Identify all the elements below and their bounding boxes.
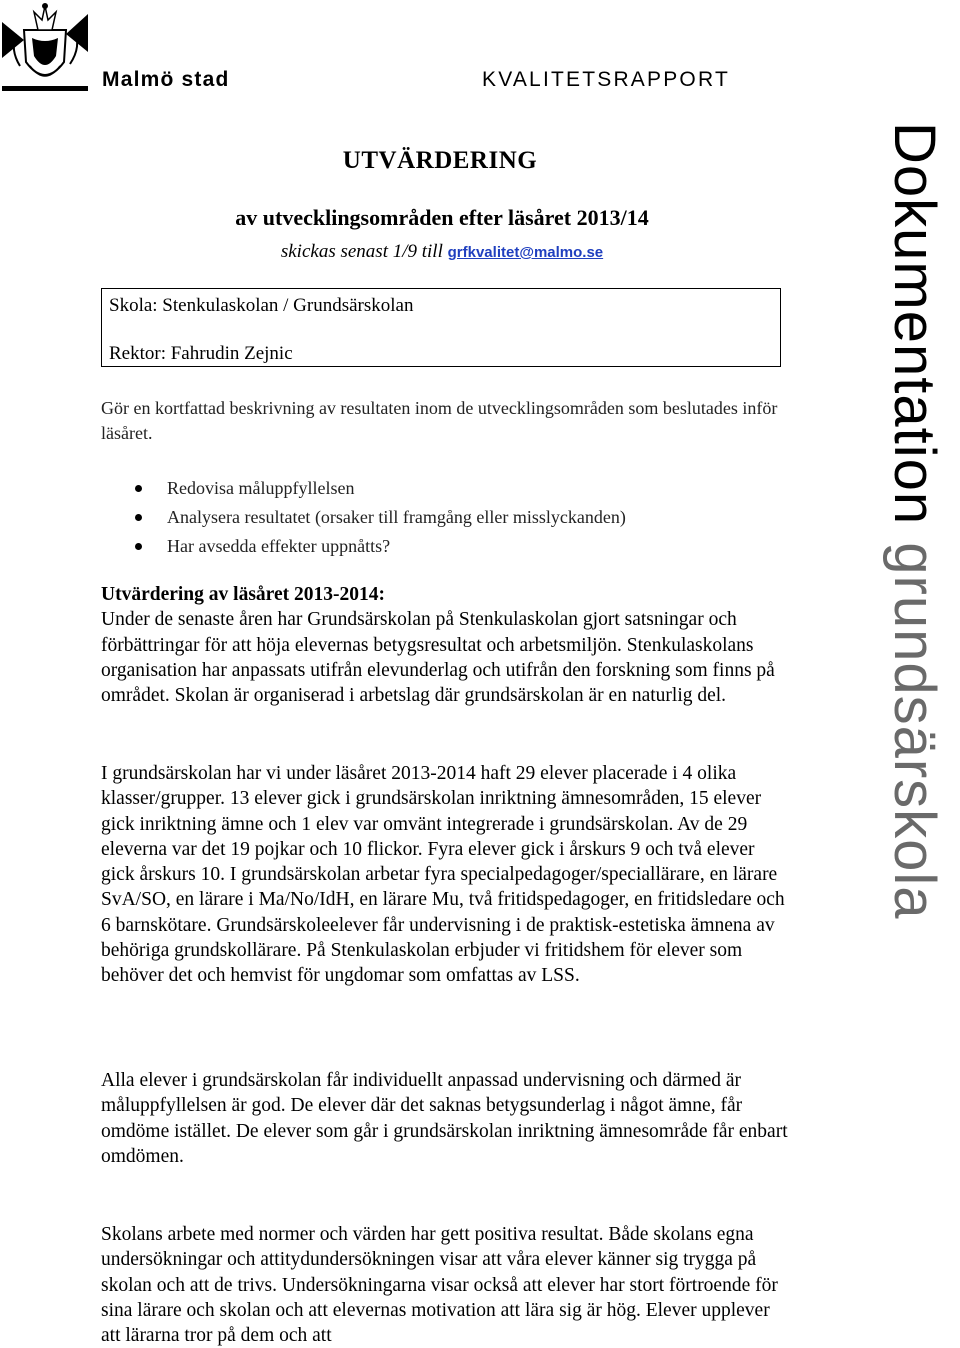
deadline-text: skickas senast 1/9 till (280, 241, 443, 262)
malmo-coat-of-arms-icon (2, 0, 88, 92)
body-paragraph: Skolans arbete med normer och värden har gett positiva resultat. Både skolans egna undersökningar och attitydundersökningen visar att våra elever känner sig trygga på skolan och att de trivs. Undersökningarna visar också att elever har stort förtroende för sina lärare och skolan och att elevernas motivation att lära sig är hög. Elever upplever att lärarna tror på dem och att (101, 1224, 778, 1347)
body-paragraph: I grundsärskolan har vi under läsåret 2013-2014 haft 29 elever placerade i 4 olika klasser/grupper. 13 elever gick i grundsärskolan inriktning ämnesområden, 15 elever gick inriktning ämne och 1 elev var omvänt integrerade i grundsärskolan. Av de 29 eleverna var det 19 pojkar och 10 flickor. Fyra elever gick i årskurs 9 och två elever gick årskurs 10. I grundsärskolan arbetar fyra specialpedagoger/speciallärare, en lärare SvA/SO, en lärare i Ma/No/IdH, en lärare Mu, två fritidspedagoger, en fritidsledare och 6 barnskötare. Grundsärskoleelever får undervisning i de praktisk-estetiska ämnena av behöriga grundskollärare. På Stenkulaskolan erbjuder vi fritidshem för elever som behöver det och hemvist för ungdomar som omfattas av LSS. (101, 763, 785, 987)
email-link[interactable]: grfkvalitet@malmo.se (447, 244, 604, 261)
evaluation-section (101, 582, 791, 708)
list-item: Redovisa måluppfyllelsen (135, 474, 626, 503)
organization-name: Malmö stad (102, 68, 230, 91)
document-subtitle: av utvecklingsområden efter läsåret 2013/14 (235, 205, 649, 230)
body-paragraph: Under de senaste åren har Grundsärskolan på Stenkulaskolan gjort satsningar och förbättringar för att höja elevernas betygsresultat och arbetsmiljön. Stenkulaskolans organisation har anpassats utifrån elevunderlag och utifrån den forskning som finns på området. Skolan är organiserad i arbetslag där grundsärskolan är en naturlig del. (101, 609, 775, 707)
list-item: Har avsedda effekter uppnåtts? (135, 532, 626, 561)
school-name: Skola: Stenkulaskolan / Grundsärskolan (109, 295, 414, 316)
submission-deadline (0, 241, 884, 263)
vertical-side-label (882, 122, 947, 920)
side-label-part-2: grundsärskola (882, 542, 947, 920)
instruction-bullet-list (135, 474, 626, 561)
section-heading: Utvärdering av läsåret 2013-2014: (101, 584, 385, 605)
school-info-box (101, 288, 781, 367)
document-type: KVALITETSRAPPORT (482, 68, 730, 91)
side-label-part-1: Dokumentation (882, 122, 947, 526)
list-item: Analysera resultatet (orsaker till framgång eller misslyckanden) (135, 503, 626, 532)
body-paragraph: Alla elever i grundsärskolan får individuellt anpassad undervisning och därmed är måluppfyllelsen är god. De elever där det saknas betygsunderlag i något ämne, får omdöme istället. De elever som går i grundsärskolan inriktning ämnesområde får enbart omdömen. (101, 1070, 788, 1167)
principal-name: Rektor: Fahrudin Zejnic (109, 343, 293, 364)
document-title: UTVÄRDERING (342, 147, 538, 174)
instructions-text: Gör en kortfattad beskrivning av resultaten inom de utvecklingsområden som beslutades inför läsåret. (101, 398, 778, 443)
